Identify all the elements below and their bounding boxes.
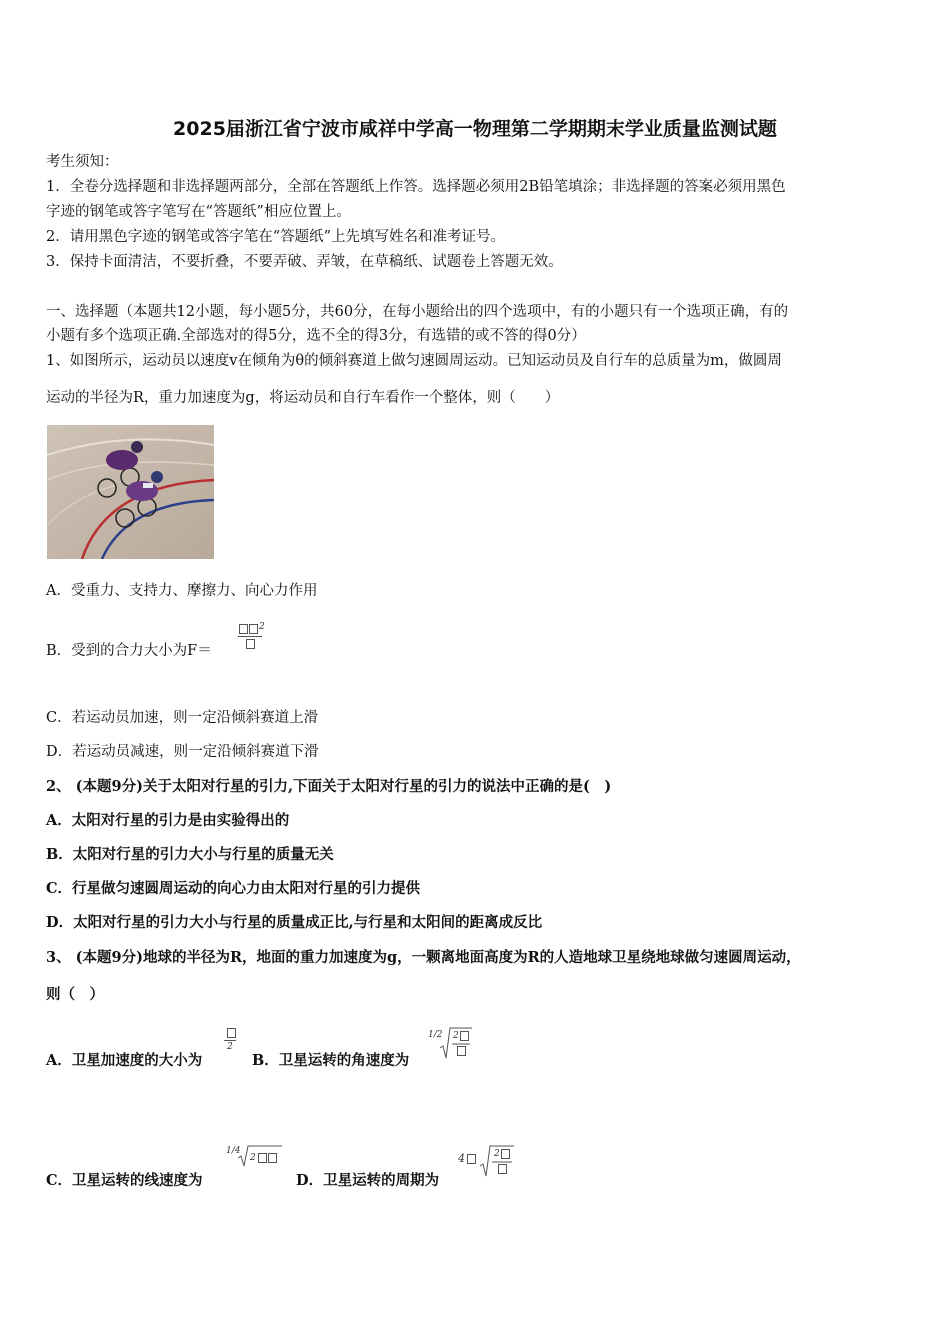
q2-stem: 2、 (本题9分)关于太阳对行星的引力,下面关于太阳对行星的引力的说法中正确的是( ) [46,778,612,795]
formula-denominator: 2 [227,1042,233,1052]
notice-item-1-line-2: 字迹的钢笔或答字笔写在“答题纸”相应位置上。 [46,204,351,220]
section-instructions-line-2: 小题有多个选项正确.全部选对的得5分，选不全的得3分，有选错的或不答的得0分） [46,328,586,344]
q3-option-d-formula [458,1144,514,1180]
q1-stem-line-1: 1、如图所示，运动员以速度v在倾角为θ的倾斜赛道上做匀速圆周运动。已知运动员及自行车的总质量为m，做圆周 [46,353,782,369]
q1-option-b-formula [238,624,268,654]
q2-option-c: C．行星做匀速圆周运动的向心力由太阳对行星的引力提供 [46,880,421,897]
formula-coefficient: 1/2 [428,1030,443,1040]
q2-option-a: A．太阳对行星的引力是由实验得出的 [46,812,290,829]
formula-numerator: 2 [494,1149,500,1159]
q3-option-c: C．卫星运转的线速度为 [46,1172,203,1189]
q1-option-c: C．若运动员加速，则一定沿倾斜赛道上滑 [46,710,319,726]
q3-option-d: D．卫星运转的周期为 [296,1172,440,1189]
cycling-track-photo [47,425,214,559]
q3-option-b: B．卫星运转的角速度为 [252,1052,410,1069]
notice-item-2: 2．请用黑色字迹的钢笔或答字笔在“答题纸”上先填写姓名和准考证号。 [46,229,506,245]
notice-heading: 考生须知： [46,154,119,170]
q2-option-d: D．太阳对行星的引力大小与行星的质量成正比,与行星和太阳间的距离成反比 [46,914,543,931]
q1-option-b: B．受到的合力大小为F＝ [46,643,212,659]
q3-option-a-formula [224,1028,238,1058]
notice-item-3: 3．保持卡面清洁，不要折叠，不要弄破、弄皱，在草稿纸、试题卷上答题无效。 [46,254,563,270]
formula-radicand: 2 [250,1153,256,1163]
formula-coefficient: 1/4 [226,1146,241,1156]
page-title: 2025届浙江省宁波市咸祥中学高一物理第二学期期末学业质量监测试题 [173,118,777,140]
q1-option-a: A．受重力、支持力、摩擦力、向心力作用 [46,583,318,599]
q3-option-a: A．卫星加速度的大小为 [46,1052,203,1069]
formula-coefficient: 4 [458,1152,465,1165]
q3-stem-line-1: 3、 (本题9分)地球的半径为R，地面的重力加速度为g，一颗离地面高度为R的人造地球卫星绕地球做匀速圆周运动， [46,949,801,966]
q1-option-d: D．若运动员减速，则一定沿倾斜赛道下滑 [46,744,319,760]
q3-option-b-formula [428,1026,472,1062]
q2-option-b: B．太阳对行星的引力大小与行星的质量无关 [46,846,334,863]
notice-item-1-line-1: 1．全卷分选择题和非选择题两部分，全部在答题纸上作答。选择题必须用2B铅笔填涂；非选择题的答案必须用黑色 [46,179,786,195]
section-instructions-line-1: 一、选择题（本题共12小题，每小题5分，共60分，在每小题给出的四个选项中，有的小题只有一个选项正确，有的 [46,304,789,320]
formula-superscript: 2 [259,622,265,632]
formula-numerator: 2 [453,1031,459,1041]
q3-option-c-formula [226,1144,282,1174]
q1-stem-line-2: 运动的半径为R，重力加速度为g，将运动员和自行车看作一个整体，则（ ） [46,390,560,406]
q3-stem-line-2: 则（ ） [46,986,104,1003]
